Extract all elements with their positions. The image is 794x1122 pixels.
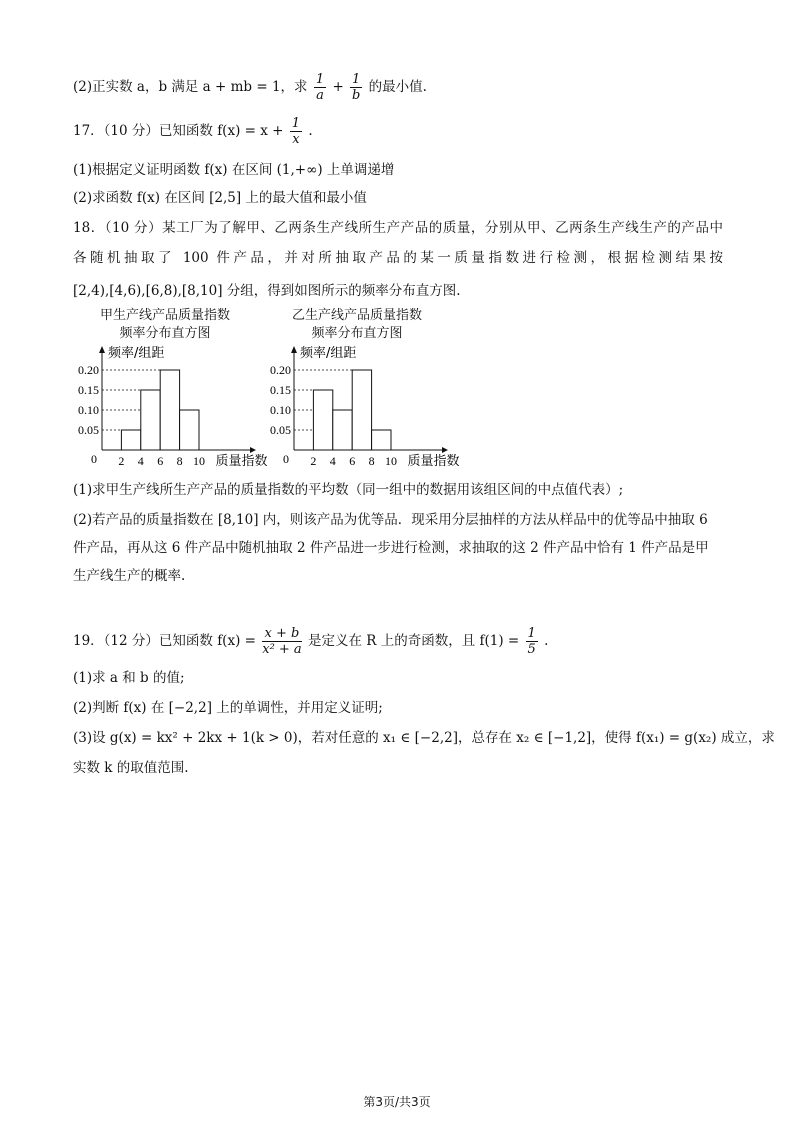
histogram-bar	[180, 410, 199, 450]
histogram-svg	[262, 305, 460, 475]
x-axis-label: 质量指数	[407, 454, 460, 469]
q16-part2-tail: 的最小值.	[368, 79, 427, 95]
q16-part2-text: (2)正实数 a，b 满足 a + mb = 1，求	[73, 79, 308, 95]
x-tick-label: 6	[157, 454, 164, 468]
y-tick-label: 0.20	[78, 363, 99, 377]
frac-numerator: 1	[352, 72, 361, 87]
x-tick-label: 6	[349, 454, 356, 468]
histogram-bar	[333, 410, 352, 450]
q18-line1: 18．（10 分）某工厂为了解甲、乙两条生产线所生产产品的质量，分别从甲、乙两条生产线生产的产品中	[73, 220, 723, 236]
histogram-subtitle: 频率分布直方图	[311, 326, 403, 341]
q17-frac-1-over-x	[290, 116, 302, 147]
histogram-bar	[352, 370, 371, 450]
q18-line3: [2,4),[4,6),[6,8),[8,10] 分组，得到如图所示的频率分布直方图.	[73, 283, 461, 299]
origin-label: 0	[283, 452, 289, 466]
q16-frac-1-over-b	[350, 72, 362, 103]
x-tick-label: 2	[310, 454, 317, 468]
x-tick-label: 4	[329, 454, 336, 468]
q18-part2-line2: 件产品，再从这 6 件产品中随机抽取 2 件产品进一步进行检测，求抽取的这 2 件产品中恰有 1 件产品是甲	[73, 540, 709, 556]
frac-numerator: x + b	[262, 626, 301, 642]
x-tick-label: 10	[193, 454, 205, 468]
page-footer: 第3页/共3页	[363, 1095, 431, 1109]
q18-part1: (1)求甲生产线所生产产品的质量指数的平均数（同一组中的数据用该组区间的中点值代表）;	[73, 482, 624, 498]
y-axis-arrow	[291, 346, 297, 353]
q19-part2: (2)判断 f(x) 在 [−2,2] 上的单调性，并用定义证明;	[73, 700, 383, 716]
x-axis-label: 质量指数	[215, 454, 268, 469]
frac-denominator: x	[292, 132, 300, 147]
q19-part3-line1: (3)设 g(x) = kx² + 2kx + 1(k > 0)，若对任意的 x₁ ∈ [−2,2]，总存在 x₂ ∈ [−1,2]，使得 f(x₁) = g(x₂) 成立，求	[73, 730, 775, 746]
histogram-bar	[313, 390, 332, 450]
x-tick-label: 10	[385, 454, 397, 468]
histogram-yi	[262, 305, 460, 475]
frac-denominator: x² + a	[262, 642, 302, 657]
x-tick-label: 8	[368, 454, 375, 468]
histogram-bar	[141, 390, 160, 450]
histogram-title: 甲生产线产品质量指数	[99, 308, 230, 323]
x-tick-label: 2	[118, 454, 125, 468]
y-tick-label: 0.05	[78, 423, 99, 437]
y-tick-label: 0.10	[78, 403, 99, 417]
y-tick-label: 0.10	[270, 403, 291, 417]
q19-stem-text: 19．（12 分）已知函数 f(x) =	[73, 633, 256, 649]
q17-stem	[73, 116, 313, 147]
histogram-bar	[160, 370, 179, 450]
q16-frac-1-over-a	[314, 72, 326, 103]
q19-frac-value	[526, 626, 538, 657]
y-axis-label: 频率/组距	[300, 346, 357, 361]
histogram-bar	[121, 430, 140, 450]
histogram-bar	[372, 430, 391, 450]
q17-part1: (1)根据定义证明函数 f(x) 在区间 (1,+∞) 上单调递增	[73, 162, 395, 178]
q19-stem-text-2: 是定义在 R 上的奇函数，且 f(1) =	[307, 633, 520, 649]
histogram-subtitle: 频率分布直方图	[119, 326, 211, 341]
q17-stem-text: 17．（10 分）已知函数 f(x) = x +	[73, 123, 284, 139]
y-tick-label: 0.15	[270, 383, 291, 397]
histogram-title: 乙生产线产品质量指数	[291, 308, 422, 323]
y-tick-label: 0.15	[78, 383, 99, 397]
origin-label: 0	[91, 452, 97, 466]
x-tick-label: 4	[137, 454, 144, 468]
q17-part2: (2)求函数 f(x) 在区间 [2,5] 上的最大值和最小值	[73, 190, 367, 206]
q17-stem-end: .	[308, 123, 313, 139]
frac-denominator: 5	[527, 642, 536, 657]
frac-denominator: b	[352, 88, 361, 103]
x-axis-arrow	[250, 447, 256, 453]
q18-part2-line3: 生产线生产的概率.	[73, 568, 186, 584]
frac-numerator: 1	[315, 72, 325, 87]
plus-sign: +	[332, 79, 344, 95]
y-tick-label: 0.05	[270, 423, 291, 437]
histogram-svg	[70, 305, 268, 475]
q19-stem-end: .	[544, 633, 549, 649]
q18-part2-line1: (2)若产品的质量指数在 [8,10] 内，则该产品为优等品．现采用分层抽样的方法从样品中的优等品中抽取 6	[73, 512, 708, 528]
q18-line2: 各随机抽取了 100 件产品，并对所抽取产品的某一质量指数进行检测，根据检测结果按	[73, 250, 723, 266]
frac-numerator: 1	[291, 116, 301, 131]
q19-part3-line2: 实数 k 的取值范围.	[73, 760, 189, 776]
x-axis-arrow	[442, 447, 448, 453]
q19-frac-function	[262, 626, 301, 657]
x-tick-label: 8	[176, 454, 183, 468]
histogram-jia	[70, 305, 268, 475]
y-axis-arrow	[99, 346, 105, 353]
y-tick-label: 0.20	[270, 363, 291, 377]
q19-stem	[73, 626, 548, 657]
frac-numerator: 1	[527, 626, 536, 641]
frac-denominator: a	[316, 88, 324, 103]
q19-part1: (1)求 a 和 b 的值;	[73, 670, 185, 686]
y-axis-label: 频率/组距	[108, 346, 165, 361]
q16-part2	[73, 72, 427, 103]
